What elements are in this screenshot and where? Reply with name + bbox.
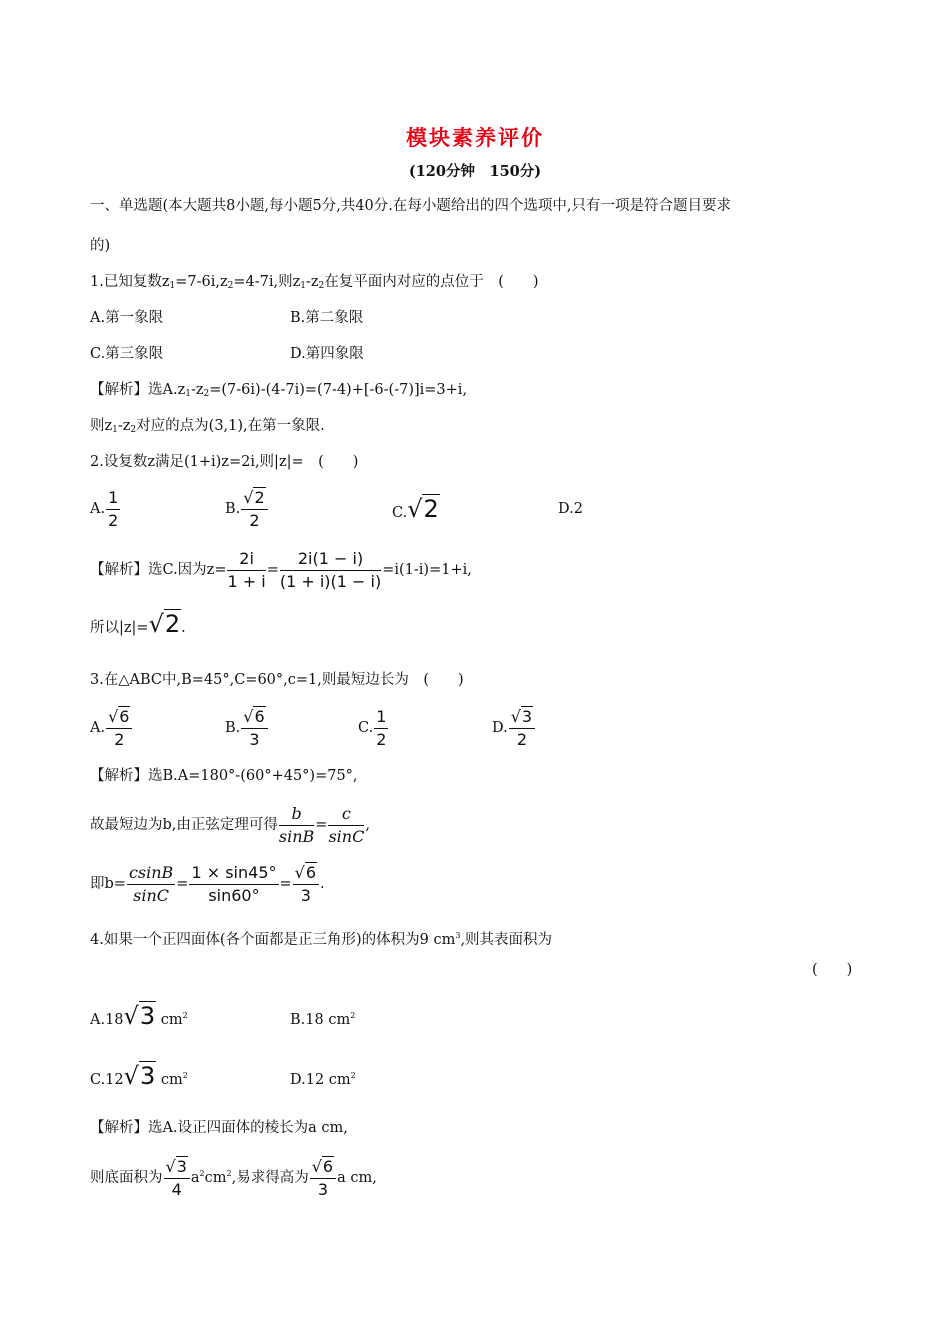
question-1-solution: 【解析】选$A.z_1-z_2=(7-6i)-(4-7i)=(7-4)+[-6-(-7)]i=3+i$, <box>90 382 468 399</box>
section-instructions-cont: 的) <box>90 238 111 254</box>
question-2-solution: 【解析】选C.因为z= $\frac{2i}{1 + i}$ = $\frac{2i(1 - i)}{(1 + i)(1 - i)}$ =i(1-i)=1+i, <box>90 548 472 591</box>
question-2-solution-cont: 所以|z|=√2. <box>90 610 186 638</box>
question-4-option-d: D.12 $cm^2$ <box>290 1071 356 1088</box>
question-1-option-b: B.第二象限 <box>290 310 364 326</box>
question-3-solution: 【解析】选B.A=180°-(60°+45°)=75°, <box>90 768 358 784</box>
question-3-option-d: D. $\frac{√3}{2}$ <box>492 704 536 752</box>
question-4-answer-paren: ( ) <box>812 962 853 978</box>
question-1-option-d: D.第四象限 <box>290 346 364 362</box>
question-3-solution-result: 即b= $\frac{csinB}{\sin C}$ = $\frac{1 \times \sin 45^\circ}{\sin 60^\circ}$ = $\frac{√6}{3}$ . <box>90 862 325 905</box>
question-3-option-c: C. $\frac{1}{2}$ <box>358 706 387 749</box>
question-4-solution-cont: 则底面积为 $\frac{√3}{4}$ $a^2cm^2$,易求得高为 $\frac{√6}{3}$ a cm, <box>90 1156 377 1199</box>
question-2-option-a: A. $\frac{1}{2}$ <box>90 487 119 530</box>
question-4-solution: 【解析】选A.设正四面体的棱长为a cm, <box>90 1120 348 1136</box>
question-4-option-a: A.18√3 $cm^2$ <box>90 1002 188 1030</box>
question-4-stem: 4.如果一个正四面体(各个面都是正三角形)的体积为9 $cm^3$,则其表面积为 <box>90 931 553 948</box>
question-2-stem: 2.设复数z满足(1+i)z=2i,则|z|= ( ) <box>90 454 359 470</box>
question-3-option-b: B. $\frac{√6}{3}$ <box>225 704 269 752</box>
question-3-solution-sine-law: 故最短边为b,由正弦定理可得 $\frac{b}{\sin B}$ = $\frac{c}{\sin C}$ , <box>90 803 370 846</box>
question-4-option-b: B.18 $cm^2$ <box>290 1011 356 1028</box>
question-1-solution-cont: 则$z_1-z_2$对应的点为(3,1),在第一象限. <box>90 418 325 435</box>
section-instructions: 一、单选题(本大题共8小题,每小题5分,共40分.在每小题给出的四个选项中,只有一项是符合题目要求 <box>90 198 731 214</box>
question-4-option-c: C.12√3 $cm^2$ <box>90 1062 188 1090</box>
question-3-stem: 3.在△ABC中,B=45°,C=60°,c=1,则最短边长为 ( ) <box>90 672 464 688</box>
question-2-option-c: C.√2 <box>392 495 439 523</box>
question-2-option-b: B. $\frac{√2}{2}$ <box>225 485 269 533</box>
page-subtitle: (120分钟 150分) <box>408 163 542 180</box>
page-title: 模块素养评价 <box>406 125 544 150</box>
question-1-stem: 1.已知复数$z_1=7-6i,z_2=4-7i$,则$z_1-z_2$在复平面内对应的点位于 ( ) <box>90 274 539 291</box>
question-2-option-d: D.2 <box>558 501 583 517</box>
question-3-option-a: A. $\frac{√6}{2}$ <box>90 704 133 752</box>
question-1-option-a: A.第一象限 <box>90 310 164 326</box>
question-1-option-c: C.第三象限 <box>90 346 164 362</box>
